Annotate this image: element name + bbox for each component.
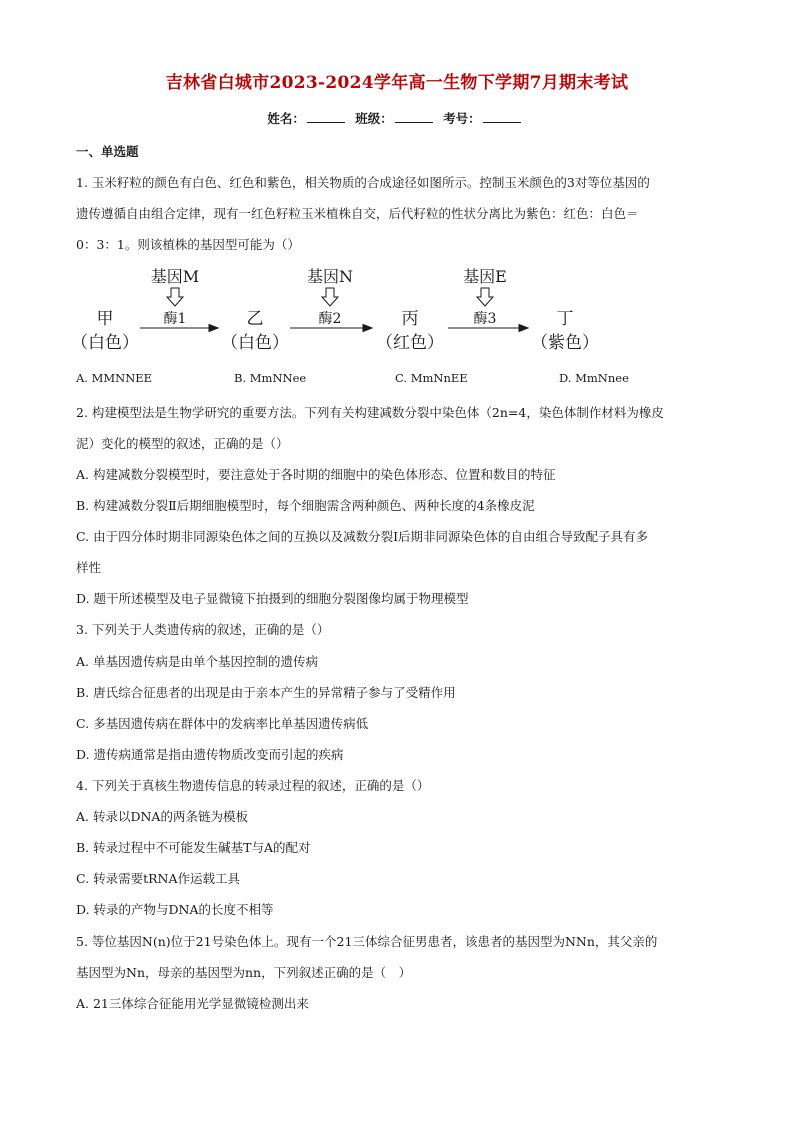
substance-name: 丁 (556, 309, 574, 329)
q2-line: 2. 构建模型法是生物学研究的重要方法。下列有关构建减数分裂中染色体（2n=4，染色体制作材料为橡皮 (76, 405, 664, 420)
q4-line: 4. 下列关于真核生物遗传信息的转录过程的叙述，正确的是（） (76, 778, 430, 793)
option-b[interactable]: B. MmNNee (234, 371, 307, 385)
gene-label: 基因E (463, 267, 507, 286)
gene-label: 基因N (306, 267, 354, 286)
q1-line: 0：3：1。则该植株的基因型可能为（） (76, 237, 300, 252)
arrowhead-icon (519, 325, 528, 332)
q2-line: 泥）变化的模型的叙述，正确的是（） (76, 436, 289, 451)
q2-option-cont: 样性 (76, 560, 102, 575)
option-d[interactable]: D. MmNnee (559, 371, 629, 385)
arrowhead-icon (363, 325, 372, 332)
class-blank[interactable] (395, 111, 433, 123)
name-blank[interactable] (307, 111, 345, 123)
page-title: 吉林省白城市2023-2024学年高一生物下学期7月期末考试 (165, 73, 629, 93)
substance-color: （红色） (376, 333, 444, 353)
down-arrow-icon (167, 288, 183, 306)
q5-option[interactable]: A. 21三体综合征能用光学显微镜检测出来 (76, 996, 309, 1011)
synthesis-pathway-diagram (60, 264, 620, 364)
substance-name: 丙 (401, 309, 419, 329)
option-c[interactable]: C. MmNnEE (395, 371, 468, 385)
gene-label: 基因M (150, 267, 200, 286)
q4-option[interactable]: C. 转录需要tRNA作运载工具 (76, 871, 240, 886)
q2-option[interactable]: A. 构建减数分裂模型时，要注意处于各时期的细胞中的染色体形态、位置和数目的特征 (76, 467, 556, 482)
name-label: 姓名： (267, 111, 305, 126)
down-arrow-icon (477, 288, 493, 306)
q5-line: 5. 等位基因N(n)位于21号染色体上。现有一个21三体综合征男患者，该患者的基因型为NNn，其父亲的 (76, 934, 658, 949)
student-info (0, 109, 794, 127)
enzyme-label: 酶1 (163, 311, 187, 327)
q1-line: 1. 玉米籽粒的颜色有白色、红色和紫色，相关物质的合成途径如图所示。控制玉米颜色的3对等位基因的 (76, 175, 650, 190)
substance-color: （白色） (71, 333, 139, 353)
q2-option[interactable]: B. 构建减数分裂Ⅱ后期细胞模型时，每个细胞需含两种颜色、两种长度的4条橡皮泥 (76, 498, 535, 513)
q4-option[interactable]: B. 转录过程中不可能发生碱基T与A的配对 (76, 840, 311, 855)
section-heading: 一、单选题 (76, 144, 139, 159)
q3-option[interactable]: D. 遗传病通常是指由遗传物质改变而引起的疾病 (76, 747, 344, 762)
id-label: 考号： (443, 111, 481, 126)
q2-option[interactable]: D. 题干所述模型及电子显微镜下拍摄到的细胞分裂图像均属于物理模型 (76, 591, 469, 606)
enzyme-label: 酶3 (473, 311, 497, 327)
substance-color: （白色） (221, 333, 289, 353)
q3-option[interactable]: C. 多基因遗传病在群体中的发病率比单基因遗传病低 (76, 716, 369, 731)
q1-line: 遗传遵循自由组合定律，现有一红色籽粒玉米植株自交，后代籽粒的性状分离比为紫色：红色：白色＝ (76, 206, 639, 221)
q3-line: 3. 下列关于人类遗传病的叙述，正确的是（） (76, 622, 330, 637)
q2-option[interactable]: C. 由于四分体时期非同源染色体之间的互换以及减数分裂Ⅰ后期非同源染色体的自由组合导致配子具有多 (76, 529, 649, 544)
substance-color: （紫色） (531, 333, 599, 353)
option-a[interactable]: A. MMNNEE (76, 371, 153, 385)
q3-option[interactable]: B. 唐氏综合征患者的出现是由于亲本产生的异常精子参与了受精作用 (76, 685, 456, 700)
substance-name: 甲 (96, 309, 114, 329)
q4-option[interactable]: A. 转录以DNA的两条链为模板 (76, 809, 248, 824)
q4-option[interactable]: D. 转录的产物与DNA的长度不相等 (76, 902, 274, 917)
id-blank[interactable] (483, 111, 521, 123)
substance-name: 乙 (246, 309, 264, 329)
arrowhead-icon (209, 325, 218, 332)
class-label: 班级： (355, 111, 393, 126)
q1-options (76, 371, 726, 387)
q5-line: 基因型为Nn，母亲的基因型为nn，下列叙述正确的是（ ） (76, 965, 412, 980)
enzyme-label: 酶2 (318, 311, 342, 327)
down-arrow-icon (322, 288, 338, 306)
q3-option[interactable]: A. 单基因遗传病是由单个基因控制的遗传病 (76, 654, 318, 669)
